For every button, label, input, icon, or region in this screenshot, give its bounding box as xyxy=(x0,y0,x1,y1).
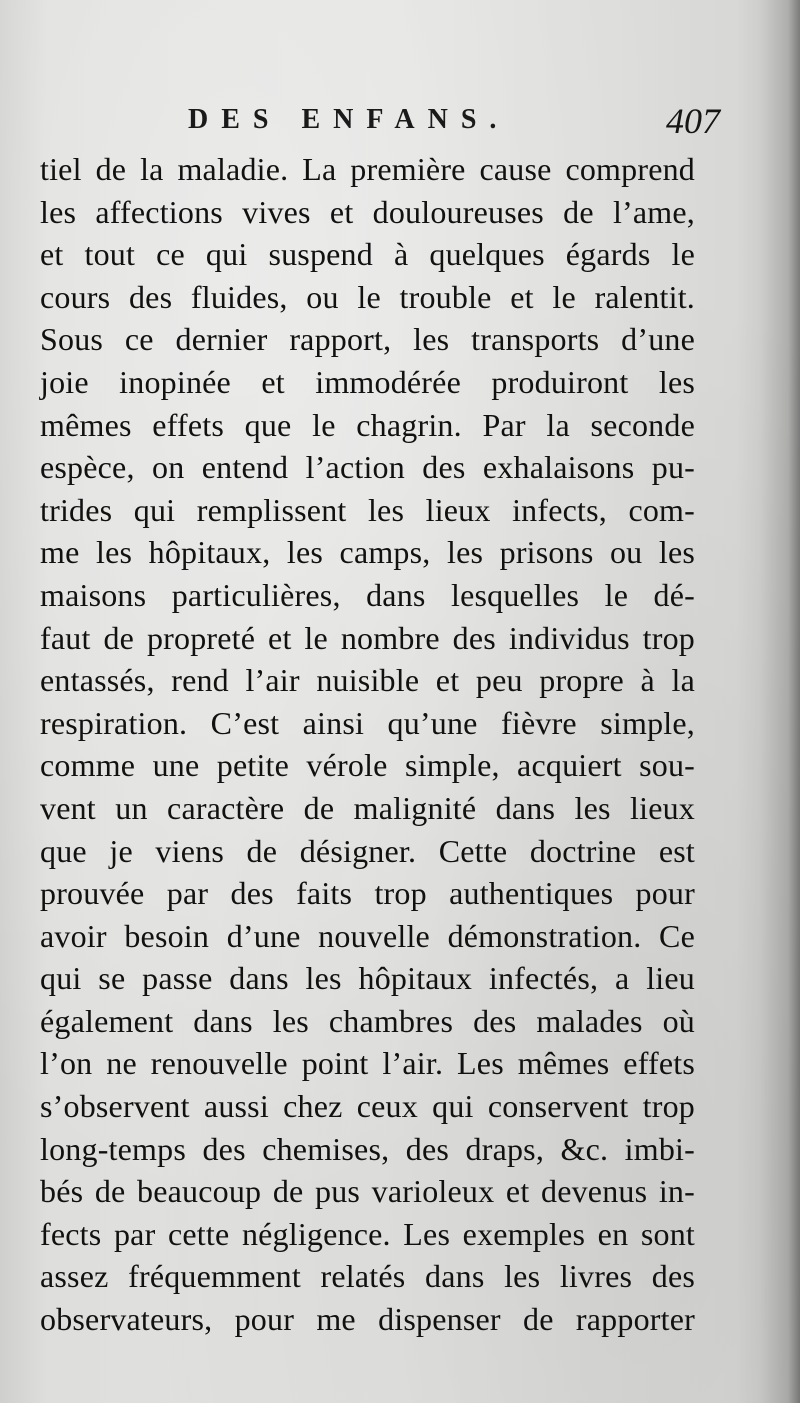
text-line: également dans les chambres des malades où xyxy=(40,1002,695,1039)
text-line: trides qui remplissent les lieux infects, com- xyxy=(40,491,695,528)
text-line: faut de propreté et le nombre des individus trop xyxy=(40,619,695,656)
text-line: avoir besoin d’une nouvelle démonstration. Ce xyxy=(40,917,695,954)
text-line: comme une petite vérole simple, acquiert sou- xyxy=(40,747,695,784)
text-line: Sous ce dernier rapport, les transports d’une xyxy=(40,321,695,358)
text-line: qui se passe dans les hôpitaux infectés, a lieu xyxy=(40,960,695,997)
page-header xyxy=(40,100,720,150)
text-line: entassés, rend l’air nuisible et peu propre à la xyxy=(40,662,695,699)
text-line: observateurs, pour me dispenser de rapporter xyxy=(40,1301,695,1338)
text-line: tiel de la maladie. La première cause comprend xyxy=(40,151,695,187)
text-line: les affections vives et douloureuses de l’ame, xyxy=(40,193,695,230)
text-line: vent un caractère de malignité dans les lieux xyxy=(40,789,695,826)
text-line: bés de beaucoup de pus varioleux et devenus in- xyxy=(40,1173,695,1210)
text-line: assez fréquemment relatés dans les livres des xyxy=(40,1258,695,1295)
body-text xyxy=(40,148,695,1341)
running-head: DES ENFANS. xyxy=(188,104,510,135)
text-line: et tout ce qui suspend à quelques égards le xyxy=(40,236,695,273)
text-line: que je viens de désigner. Cette doctrine est xyxy=(40,832,695,869)
text-line: respiration. C’est ainsi qu’une fièvre simple, xyxy=(40,704,695,741)
text-line: l’on ne renouvelle point l’air. Les mêmes effets xyxy=(40,1045,695,1082)
text-line: fects par cette négligence. Les exemples en sont xyxy=(40,1215,695,1252)
page-edge-shadow xyxy=(760,0,800,1403)
text-line: maisons particulières, dans lesquelles le dé- xyxy=(40,576,695,613)
text-line: prouvée par des faits trop authentiques pour xyxy=(40,875,695,912)
text-line: s’observent aussi chez ceux qui conservent trop xyxy=(40,1088,695,1125)
page-number: 407 xyxy=(666,101,720,141)
text-line: espèce, on entend l’action des exhalaisons pu- xyxy=(40,449,695,486)
text-line: mêmes effets que le chagrin. Par la seconde xyxy=(40,406,695,443)
text-line: long-temps des chemises, des draps, &c. imbi- xyxy=(40,1130,695,1167)
text-line: cours des fluides, ou le trouble et le ralentit. xyxy=(40,278,695,315)
text-line: joie inopinée et immodérée produiront les xyxy=(40,363,695,400)
text-line: me les hôpitaux, les camps, les prisons ou les xyxy=(40,534,695,571)
